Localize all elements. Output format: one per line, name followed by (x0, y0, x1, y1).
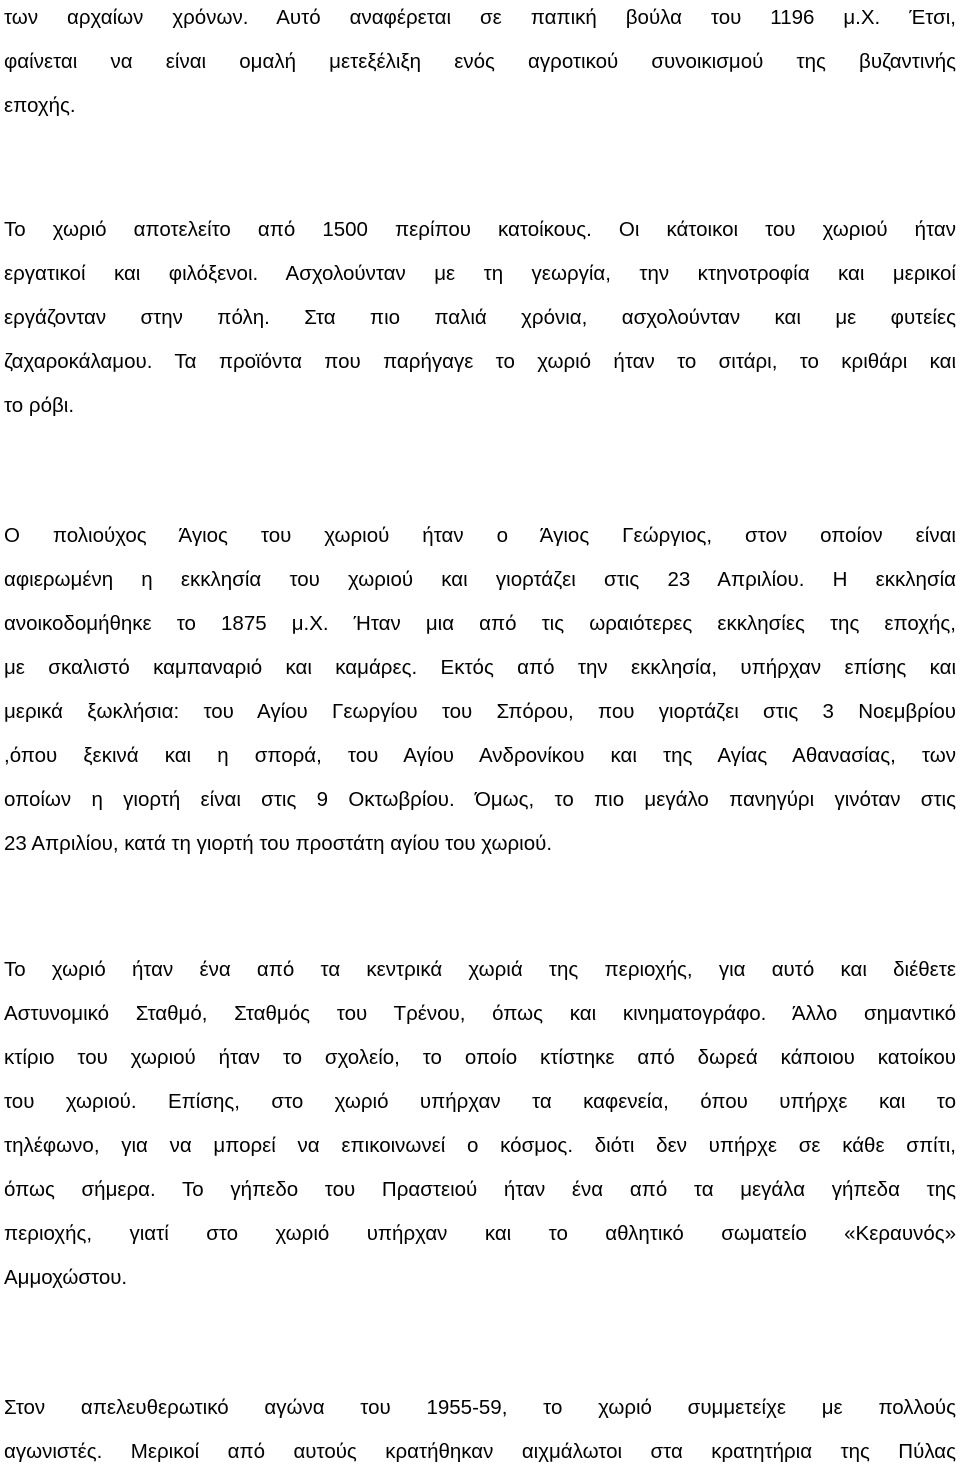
text-line: Το χωριό ήταν ένα από τα κεντρικά χωριά της περιοχής, για αυτό και διέθετε (4, 958, 956, 981)
text-line: τηλέφωνο, για να μπορεί να επικοινωνεί ο κόσμος. διότι δεν υπήρχε σε κάθε σπίτι, (4, 1134, 956, 1157)
text-line: αφιερωμένη η εκκλησία του χωριού και γιορτάζει στις 23 Απριλίου. Η εκκλησία (4, 568, 956, 591)
text-line: το ρόβι. (4, 394, 75, 417)
text-line: εργατικοί και φιλόξενοι. Ασχολούνταν με τη γεωργία, την κτηνοτροφία και μερικοί (4, 262, 956, 285)
text-line: μερικά ξωκλήσια: του Αγίου Γεωργίου του Σπόρου, που γιορτάζει στις 3 Νοεμβρίου (4, 700, 956, 723)
text-line: κτίριο του χωριού ήταν το σχολείο, το οποίο κτίστηκε από δωρεά κάποιου κατοίκου (4, 1046, 956, 1069)
text-line: Το χωριό αποτελείτο από 1500 περίπου κατοίκους. Οι κάτοικοι του χωριού ήταν (4, 218, 956, 241)
text-line: όπως σήμερα. Το γήπεδο του Πραστειού ήταν ένα από τα μεγάλα γήπεδα της (4, 1178, 956, 1201)
text-line: αγωνιστές. Μερικοί από αυτούς κρατήθηκαν αιχμάλωτοι στα κρατητήρια της Πύλας (4, 1440, 956, 1463)
text-line: Ο πολιούχος Άγιος του χωριού ήταν ο Άγιος Γεώργιος, στον οποίον είναι (4, 524, 956, 547)
paragraph-ancient-times (4, 0, 956, 128)
text-line: εποχής. (4, 94, 76, 117)
paragraph-liberation-struggle (4, 1386, 956, 1468)
paragraph-village-center (4, 948, 956, 1300)
text-line: εργάζονταν στην πόλη. Στα πιο παλιά χρόνια, ασχολούνταν και με φυτείες (4, 306, 956, 329)
text-line: των αρχαίων χρόνων. Αυτό αναφέρεται σε παπική βούλα του 1196 μ.Χ. Έτσι, (4, 6, 956, 29)
text-line: με σκαλιστό καμπαναριό και καμάρες. Εκτός από την εκκλησία, υπήρχαν επίσης και (4, 656, 956, 679)
text-line: Αμμοχώστου. (4, 1266, 128, 1289)
text-line: 23 Απριλίου, κατά τη γιορτή του προστάτη αγίου του χωριού. (4, 832, 553, 855)
text-line: ,όπου ξεκινά και η σπορά, του Αγίου Ανδρονίκου και της Αγίας Αθανασίας, των (4, 744, 956, 767)
text-line: Αστυνομικό Σταθμό, Σταθμός του Τρένου, όπως και κινηματογράφο. Άλλο σημαντικό (4, 1002, 956, 1025)
text-line: οποίων η γιορτή είναι στις 9 Οκτωβρίου. Όμως, το πιο μεγάλο πανηγύρι γινόταν στις (4, 788, 956, 811)
text-line: ζαχαροκάλαμου. Τα προϊόντα που παρήγαγε το χωριό ήταν το σιτάρι, το κριθάρι και (4, 350, 956, 373)
paragraph-church (4, 514, 956, 866)
text-line: ανοικοδομήθηκε το 1875 μ.Χ. Ήταν μια από τις ωραιότερες εκκλησίες της εποχής, (4, 612, 956, 635)
text-line: φαίνεται να είναι ομαλή μετεξέλιξη ενός αγροτικού συνοικισμού της βυζαντινής (4, 50, 956, 73)
text-line: Στον απελευθερωτικό αγώνα του 1955-59, το χωριό συμμετείχε με πολλούς (4, 1396, 956, 1419)
paragraph-inhabitants (4, 208, 956, 428)
text-line: περιοχής, γιατί στο χωριό υπήρχαν και το αθλητικό σωματείο «Κεραυνός» (4, 1222, 956, 1245)
text-line: του χωριού. Επίσης, στο χωριό υπήρχαν τα καφενεία, όπου υπήρχε και το (4, 1090, 956, 1113)
